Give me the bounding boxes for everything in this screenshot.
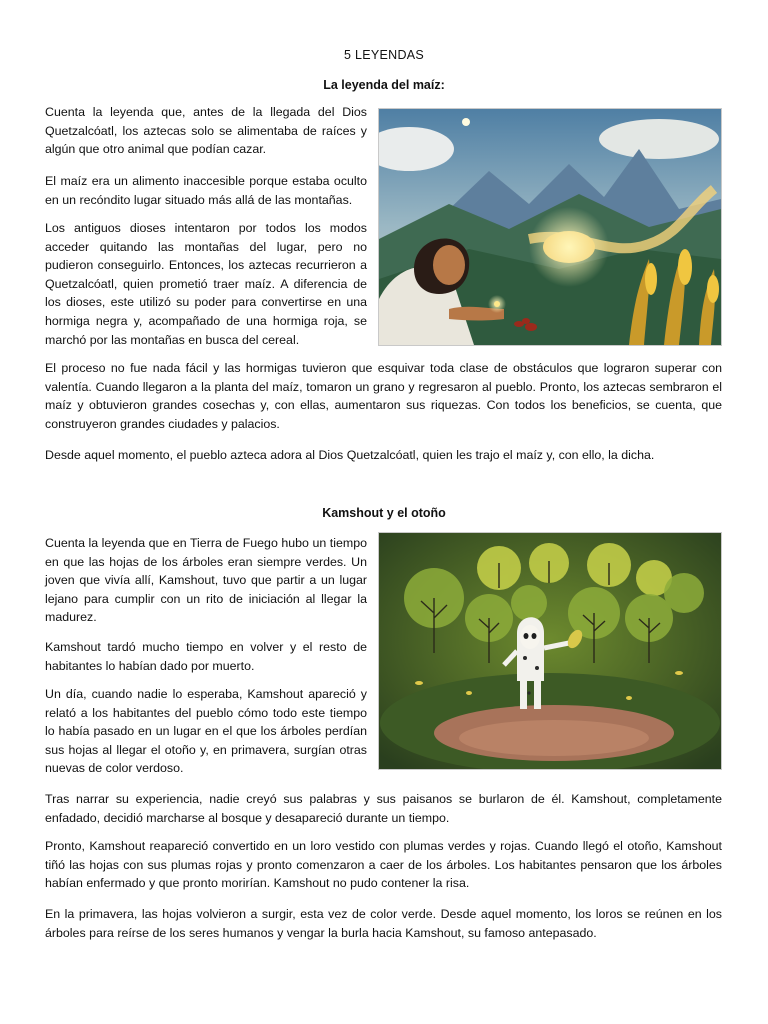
legend1-paragraph-3: Los antiguos dioses intentaron por todos los modos acceder quitando las montañas del lugar, pero no pudieron conseguirlo. Entonces, los aztecas recurrieron a Quetzalcóatl, quien prometió traer maíz. A diferencia de los dioses, este utilizó su poder para convertirse en una hormiga negra y, acompañado de una hormiga roja, se marchó por las montañas en busca del cereal. [45, 221, 367, 347]
legend1-heading: La leyenda del maíz: [323, 78, 445, 92]
legend1-paragraph-1: Cuenta la leyenda que, antes de la llegada del Dios Quetzalcóatl, los aztecas solo se alimentaba de raíces y algún que otro animal que podían cazar. [45, 105, 367, 157]
legend2-paragraph-2: Kamshout tardó mucho tiempo en volver y el resto de habitantes lo habían dado por muerto. [45, 640, 367, 673]
document-title: 5 LEYENDAS [343, 48, 425, 62]
corn-legend-illustration [378, 108, 722, 346]
kamshout-illustration [378, 532, 722, 770]
legend1-paragraph-5: Desde aquel momento, el pueblo azteca adora al Dios Quetzalcóatl, quien les trajo el maíz y, con ello, la dicha. [45, 448, 655, 462]
legend2-paragraph-5: Pronto, Kamshout reapareció convertido en un loro vestido con plumas verdes y rojas. Cuando llegó el otoño, Kamshout tiñó las hojas con sus plumas rojas y pronto comenzaron a caer de los árboles. Los habitantes pensaron que los árboles habían enfermado y que pronto morirían. Kamshout no pudo contener la risa. [45, 839, 722, 891]
legend2-paragraph-3: Un día, cuando nadie lo esperaba, Kamshout apareció y relató a los habitantes del pueblo cómo todo este tiempo lo había pasado en un lugar en el que los árboles perdían sus hojas al llegar el otoño y, en primavera, surgían otras nuevas de color verdoso. [45, 687, 367, 776]
legend2-paragraph-1: Cuenta la leyenda que en Tierra de Fuego hubo un tiempo en que las hojas de los árboles eran siempre verdes. Un joven que vivía allí, Kamshout, tuvo que partir a un lugar lejano para cumplir con un rito de iniciación al llegar la madurez. [45, 536, 367, 625]
legend1-paragraph-4: El proceso no fue nada fácil y las hormigas tuvieron que esquivar toda clase de obstáculos que lograron superar con valentía. Cuando llegaron a la planta del maíz, tomaron un grano y regresaron al pueblo. Pronto, los aztecas sembraron el maíz y obtuvieron grandes cosechas y, con ellas, aumentaron sus riquezas. Con todos los beneficios, se cuenta, que construyeron grandes ciudades y palacios. [45, 361, 722, 431]
legend2-paragraph-6: En la primavera, las hojas volvieron a surgir, esta vez de color verde. Desde aquel momento, los loros se reúnen en los árboles para reírse de los seres humanos y vengar la burla hacia Kamshout, su famoso antepasado. [45, 907, 722, 940]
legend2-paragraph-4: Tras narrar su experiencia, nadie creyó sus palabras y sus paisanos se burlaron de él. Kamshout, completamente enfadado, decidió marcharse al bosque y desapareció durante un tiempo. [45, 792, 722, 825]
legend1-paragraph-2: El maíz era un alimento inaccesible porque estaba oculto en un recóndito lugar situado más allá de las montañas. [45, 174, 367, 207]
legend2-heading: Kamshout y el otoño [322, 506, 446, 520]
